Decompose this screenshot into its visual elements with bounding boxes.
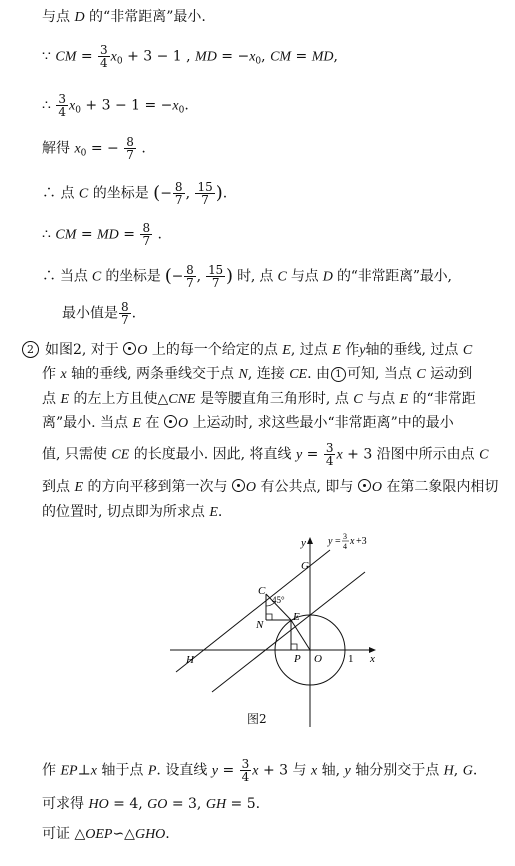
var-MD: MD <box>97 227 119 243</box>
label-G: G <box>301 560 309 572</box>
var-E: E <box>132 416 142 431</box>
paren: ( <box>164 265 172 287</box>
text: . <box>217 504 223 520</box>
text: − <box>171 268 184 285</box>
text: = <box>80 48 93 65</box>
text-line-4 <box>42 136 146 163</box>
text: 运动到 <box>430 366 473 382</box>
text: 作 <box>42 366 56 382</box>
fraction-numerator: 8 <box>126 135 134 149</box>
text-line-p2-5 <box>42 442 488 467</box>
var-EP: EP <box>60 763 78 779</box>
text: 作 <box>345 342 360 358</box>
subscript: 0 <box>178 105 185 116</box>
var-x: x <box>336 447 343 463</box>
geometry-figure <box>160 532 390 732</box>
subscript: 0 <box>116 56 123 67</box>
label-E: E <box>293 611 300 623</box>
text-line-p2-6 <box>42 478 498 497</box>
text-line-17 <box>42 795 260 814</box>
text: , <box>196 268 201 285</box>
var-CNE: CNE <box>168 392 196 407</box>
var-O: O <box>371 480 382 495</box>
var-CM: CM <box>270 49 292 65</box>
text: = 4, <box>113 796 143 812</box>
text: = − <box>90 140 119 157</box>
var-MD: MD <box>311 49 334 65</box>
text: , 连接 <box>247 366 285 382</box>
text: 的“非常距离”最小, <box>336 268 452 285</box>
text: 可求得 <box>42 796 84 812</box>
circle-dot-icon <box>232 479 245 492</box>
text-line-7 <box>42 264 452 289</box>
var-E: E <box>209 505 218 520</box>
similar-symbol: ∽ <box>112 826 125 842</box>
text: 最小值是 <box>62 305 118 322</box>
text: = <box>123 226 135 243</box>
text: 离”最小. 当点 <box>42 415 129 431</box>
var-GO: GO <box>147 797 168 812</box>
fraction <box>240 758 252 783</box>
text: 可证 △ <box>42 826 86 842</box>
paren: ) <box>226 265 233 287</box>
fraction-denominator: 7 <box>186 276 194 290</box>
var-CE: CE <box>111 447 130 463</box>
text: = <box>222 762 235 779</box>
fraction <box>324 442 336 467</box>
var-H: H <box>443 763 454 779</box>
text-line-3 <box>42 93 189 120</box>
text-line-p2-3 <box>42 390 476 409</box>
fraction-numerator: 8 <box>186 263 194 277</box>
text: 的“非常距 <box>412 391 476 407</box>
text: = <box>306 446 319 463</box>
text-line-16 <box>42 758 477 783</box>
text: + 3 与 <box>262 762 307 779</box>
text-line-p2-1 <box>22 341 472 360</box>
var-E: E <box>282 343 291 358</box>
text: . <box>141 140 146 157</box>
text: 有公共点, 即与 <box>260 479 354 495</box>
var-GH: GH <box>205 797 227 812</box>
figure-caption: 图2 <box>247 712 267 726</box>
label-O: O <box>314 653 322 665</box>
text: 时, 点 <box>237 268 274 285</box>
triangle-symbol: △ <box>124 826 135 842</box>
var-CE: CE <box>289 367 308 382</box>
var-E: E <box>399 392 409 407</box>
var-x: x <box>60 367 67 382</box>
text: 轴的垂线, 两条垂线交于点 <box>71 366 235 382</box>
var-x: x <box>249 49 256 65</box>
var-x: x <box>252 763 259 779</box>
text: 上的每一个给定的点 <box>151 342 278 358</box>
var-C: C <box>78 186 89 202</box>
var-C: C <box>462 343 473 358</box>
text: + 3 − 1 , <box>127 48 191 65</box>
text: . <box>131 305 137 322</box>
text: 的位置时, 切点即为所求点 <box>42 504 205 520</box>
text: 轴, <box>321 762 341 779</box>
text: 轴的垂线, 过点 <box>365 342 459 358</box>
var-D: D <box>322 269 333 285</box>
var-C: C <box>277 269 287 285</box>
var-O: O <box>177 416 189 431</box>
fraction <box>140 222 152 247</box>
var-E: E <box>60 392 70 407</box>
circled-number-1: 1 <box>331 367 346 382</box>
text-line-p2-7 <box>42 503 222 522</box>
text: 点 <box>42 391 56 407</box>
var-OEP: OEP <box>85 827 113 842</box>
fraction <box>173 181 185 206</box>
var-G: G <box>462 763 473 779</box>
text: ∴ 点 <box>42 185 75 202</box>
paren: ( <box>153 182 161 204</box>
perp-symbol: ⊥ <box>77 762 91 779</box>
text: 的长度最小. 因此, 将直线 <box>133 446 292 463</box>
fraction-denominator: 7 <box>201 193 209 207</box>
var-CM: CM <box>55 49 77 65</box>
fraction-numerator: 8 <box>121 300 129 314</box>
fraction-denominator: 4 <box>58 105 67 119</box>
subscript: 0 <box>255 56 262 67</box>
fraction <box>206 264 225 289</box>
text: . <box>222 185 228 202</box>
var-x: x <box>172 98 179 114</box>
text: = − <box>221 48 250 65</box>
var-C: C <box>91 269 102 285</box>
circle-dot-icon <box>358 479 371 492</box>
var-MD: MD <box>195 49 217 65</box>
fraction-denominator: 4 <box>325 454 334 468</box>
fraction-numerator: 15 <box>197 180 213 194</box>
text: 与点 <box>290 268 319 285</box>
text: . 由 <box>307 366 330 382</box>
text: ∴ 当点 <box>42 268 88 285</box>
text: = <box>295 48 308 65</box>
text-line-8 <box>62 301 136 326</box>
subscript: 0 <box>75 105 81 116</box>
fraction-denominator: 7 <box>174 193 183 207</box>
var-y: y <box>211 763 218 779</box>
text: . <box>184 97 189 114</box>
text: = 5. <box>230 796 261 812</box>
text: 的方向平移到第一次与 <box>87 479 228 495</box>
label-H: H <box>186 654 194 666</box>
var-D: D <box>74 10 85 25</box>
text: 的左上方且使△ <box>73 391 169 407</box>
text: = 3, <box>171 796 202 812</box>
text: 与点 <box>42 9 70 25</box>
fraction-denominator: 4 <box>241 770 250 784</box>
tangent-line <box>212 572 365 692</box>
text: , <box>333 48 338 65</box>
fraction <box>56 93 68 118</box>
fraction-denominator: 7 <box>126 148 134 162</box>
var-y: y <box>344 763 351 779</box>
eq-x: x <box>350 536 355 547</box>
eq-numerator: 3 <box>343 532 347 541</box>
label-N: N <box>256 619 264 631</box>
var-GHO: GHO <box>134 827 166 842</box>
text: + 3 沿图中所示由点 <box>347 446 475 463</box>
var-O: O <box>137 343 148 358</box>
text: . <box>157 226 162 243</box>
var-x: x <box>110 49 117 65</box>
var-x: x <box>69 98 76 114</box>
text-line-1 <box>42 8 206 27</box>
text: 作 <box>42 762 56 779</box>
text: 到点 <box>42 479 70 495</box>
text: , <box>453 762 459 779</box>
circle-dot-icon <box>123 342 136 355</box>
fraction-denominator: 7 <box>121 313 129 327</box>
y-axis-arrow-icon <box>307 537 313 544</box>
text: 上运动时, 求这些最小“非常距离”中的最小 <box>192 415 454 431</box>
var-O: O <box>245 480 257 495</box>
var-C: C <box>479 447 489 463</box>
text: 在 <box>145 415 160 431</box>
text-line-p2-2 <box>42 365 472 384</box>
fraction-numerator: 3 <box>241 757 250 771</box>
eq-sign: = <box>335 536 341 547</box>
circled-number-2: 2 <box>22 341 39 358</box>
segment-OE <box>291 620 310 650</box>
var-N: N <box>238 367 248 382</box>
right-angle-mark-N <box>266 614 272 620</box>
text: , 过点 <box>290 342 328 358</box>
because-symbol: ∵ <box>42 48 51 65</box>
text: 值, 只需使 <box>42 446 107 463</box>
text: 可知, 当点 <box>346 366 412 382</box>
text: 的坐标是 <box>105 268 161 285</box>
fraction <box>195 181 214 206</box>
text-line-5 <box>42 181 227 206</box>
text: . <box>472 762 478 779</box>
text: 解得 <box>42 140 70 157</box>
text: + 3 − 1 = − <box>85 97 173 114</box>
label-angle-45: 45° <box>272 595 285 605</box>
fraction-numerator: 3 <box>100 43 108 57</box>
var-C: C <box>416 367 426 382</box>
label-x-axis: x <box>370 653 375 665</box>
therefore-symbol: ∴ <box>42 97 51 114</box>
subscript: 0 <box>80 148 87 159</box>
text: . 设直线 <box>156 762 208 779</box>
text-line-6 <box>42 222 162 247</box>
fraction-denominator: 7 <box>142 234 151 248</box>
fraction-numerator: 15 <box>208 263 223 277</box>
fraction-denominator: 7 <box>211 276 220 290</box>
eq-denominator: 4 <box>343 542 347 551</box>
label-C: C <box>258 585 266 597</box>
var-C: C <box>353 392 363 407</box>
var-x: x <box>310 763 318 779</box>
fraction-denominator: 4 <box>100 56 108 70</box>
var-y: y <box>359 343 366 358</box>
fraction-numerator: 8 <box>142 221 151 235</box>
text-line-p2-4 <box>42 414 454 433</box>
text: 与点 <box>367 391 396 407</box>
text: 如图2, 对于 <box>45 342 119 358</box>
eq-y: y <box>328 536 333 547</box>
therefore-symbol: ∴ <box>42 226 51 243</box>
label-y-axis: y <box>301 537 306 549</box>
eq-rest: +3 <box>356 536 367 547</box>
var-y: y <box>295 447 303 463</box>
var-x: x <box>90 763 97 779</box>
var-CM: CM <box>55 227 77 243</box>
text: , <box>261 48 266 65</box>
text: 的坐标是 <box>92 185 149 202</box>
label-1: 1 <box>348 653 354 665</box>
fraction <box>184 264 195 289</box>
var-E: E <box>332 343 341 358</box>
text: 轴分别交于点 <box>355 762 440 779</box>
fraction-numerator: 8 <box>174 180 183 194</box>
var-HO: HO <box>88 797 109 812</box>
text-line-18 <box>42 825 170 844</box>
text: 在第二象限内相切 <box>386 479 499 495</box>
text: = <box>80 226 93 243</box>
var-x: x <box>74 141 81 157</box>
fraction-numerator: 3 <box>325 441 334 455</box>
text: , <box>185 185 191 202</box>
text: 是等腰直角三角形时, 点 <box>199 391 349 407</box>
var-E: E <box>74 480 84 495</box>
fraction <box>119 301 131 326</box>
fraction <box>124 136 136 161</box>
fraction <box>98 44 110 69</box>
fraction-numerator: 3 <box>58 92 67 106</box>
var-P: P <box>147 763 157 779</box>
text: . <box>165 826 170 842</box>
label-P: P <box>294 653 301 665</box>
text: − <box>160 185 172 202</box>
circle-dot-icon <box>164 415 177 428</box>
right-angle-mark-P <box>291 644 297 650</box>
text: 的“非常距离”最小. <box>89 9 206 25</box>
paren: ) <box>215 182 223 204</box>
text: 轴于点 <box>101 762 144 779</box>
text-line-2 <box>42 44 338 71</box>
